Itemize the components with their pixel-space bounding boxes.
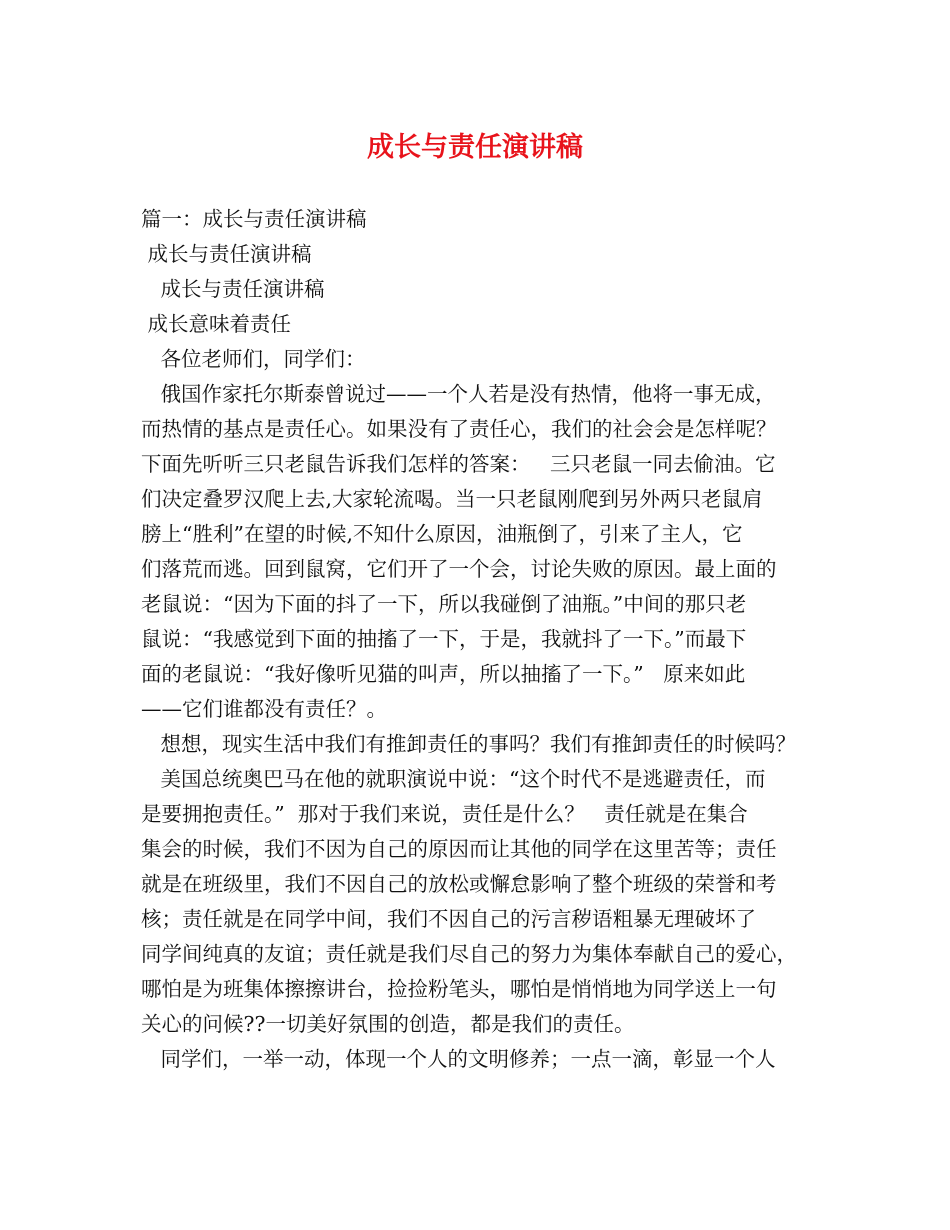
text-line: 们决定叠罗汉爬上去,大家轮流喝。当一只老鼠刚爬到另外两只老鼠肩: [141, 487, 763, 511]
text-line: 而热情的基点是责任心。如果没有了责任心，我们的社会会是怎样呢？: [141, 417, 777, 441]
document-title: 成长与责任演讲稿: [367, 132, 583, 163]
text-line: 关心的问候??一切美好氛围的创造，都是我们的责任。: [141, 1012, 635, 1036]
text-line: 哪怕是为班集体擦擦讲台，捡捡粉笔头，哪怕是悄悄地为同学送上一句: [141, 977, 777, 1001]
text-line: 膀上“胜利”在望的时候,不知什么原因，油瓶倒了，引来了主人，它: [141, 522, 743, 546]
text-line: 鼠说：“我感觉到下面的抽搐了一下，于是，我就抖了一下。”而最下: [141, 627, 747, 651]
text-line: 同学们，一举一动，体现一个人的文明修养；一点一滴，彰显一个人: [141, 1047, 776, 1071]
text-line: 面的老鼠说：“我好像听见猫的叫声，所以抽搐了一下。” 原来如此: [141, 662, 746, 686]
text-line: 老鼠说：“因为下面的抖了一下，所以我碰倒了油瓶。”中间的那只老: [141, 592, 747, 616]
text-line: 下面先听听三只老鼠告诉我们怎样的答案： 三只老鼠一同去偷油。它: [141, 452, 776, 476]
text-line: 就是在班级里，我们不因自己的放松或懈怠影响了整个班级的荣誉和考: [141, 872, 777, 896]
text-line: 们落荒而逃。回到鼠窝，它们开了一个会，讨论失败的原因。最上面的: [141, 557, 777, 581]
text-line: 是要拥抱责任。” 那对于我们来说，责任是什么？ 责任就是在集合: [141, 802, 748, 826]
text-line: 集会的时候，我们不因为自己的原因而让其他的同学在这里苦等；责任: [141, 837, 777, 861]
text-line: 篇一：成长与责任演讲稿: [141, 207, 367, 231]
text-line: 核；责任就是在同学中间，我们不因自己的污言秽语粗暴无理破坏了: [141, 907, 756, 931]
text-line: 同学间纯真的友谊；责任就是我们尽自己的努力为集体奉献自己的爱心，: [141, 942, 797, 966]
text-line: 美国总统奥巴马在他的就职演说中说：“这个时代不是逃避责任，而: [141, 767, 766, 791]
text-line: 俄国作家托尔斯泰曾说过——一个人若是没有热情，他将一事无成，: [141, 382, 776, 406]
text-line: 成长与责任演讲稿: [141, 242, 312, 266]
text-line: 各位老师们，同学们：: [141, 347, 366, 371]
text-line: 成长意味着责任: [141, 312, 292, 336]
text-line: ——它们谁都没有责任？。: [141, 697, 387, 721]
text-line: 想想，现实生活中我们有推卸责任的事吗？我们有推卸责任的时候吗？: [141, 732, 797, 756]
text-line: 成长与责任演讲稿: [141, 277, 325, 301]
